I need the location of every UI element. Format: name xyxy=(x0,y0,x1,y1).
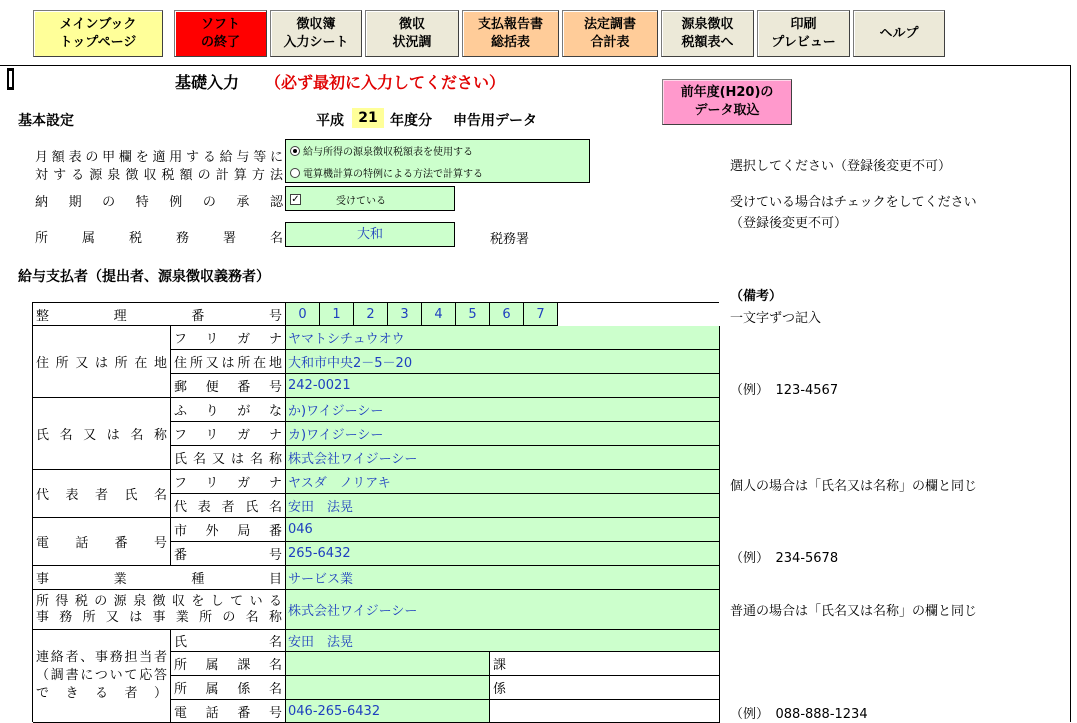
phone-group-label: 電話番号 xyxy=(33,518,171,566)
page-title-note: （必ず最初に入力してください） xyxy=(265,73,506,92)
special-approval-box xyxy=(285,186,455,211)
collection-status-button[interactable]: 徴収 状況調 xyxy=(365,10,459,57)
area-code-field[interactable]: 046 xyxy=(286,518,720,542)
payer-table xyxy=(32,302,719,722)
contact-phone-blank xyxy=(490,700,720,723)
special-approval-checkbox[interactable] xyxy=(290,192,386,207)
ref-number-note: 一文字ずつ記入 xyxy=(730,311,822,326)
special-approval-label: 納期の特例の承認 xyxy=(35,195,283,210)
address-group-label: 住所又は所在地 xyxy=(33,326,171,398)
contact-phone-field[interactable]: 046-265-6432 xyxy=(286,700,490,723)
address-field[interactable]: 大和市中央2－5－20 xyxy=(286,350,720,374)
print-preview-button[interactable]: 印刷 プレビュー xyxy=(757,10,850,57)
name-group-label: 氏名又は名称 xyxy=(33,398,171,470)
rep-note: 個人の場合は「氏名又は名称」の欄と同じ xyxy=(730,479,978,494)
ref-number-label: 整理番号 xyxy=(33,303,286,326)
remarks-title: （備考） xyxy=(730,289,783,304)
ref-digit[interactable]: 7 xyxy=(524,303,558,326)
ref-digit[interactable]: 2 xyxy=(354,303,388,326)
basic-settings-title: 基本設定 xyxy=(18,113,74,129)
cell-cursor-icon xyxy=(7,68,14,90)
phone-number-label: 番号 xyxy=(171,542,286,566)
business-field[interactable]: サービス業 xyxy=(286,566,720,590)
calc-option-computer[interactable] xyxy=(290,165,483,180)
ref-digit[interactable]: 3 xyxy=(388,303,422,326)
special-approval-note-2: （登録後変更不可） xyxy=(730,216,848,231)
name-field[interactable]: 株式会社ワイジーシー xyxy=(286,446,720,470)
ref-digit[interactable]: 4 xyxy=(422,303,456,326)
phone-note: （例） 234-5678 xyxy=(730,551,839,566)
name-hira-label: ふりがな xyxy=(171,398,286,422)
tax-office-label: 所属税務署名 xyxy=(35,231,283,246)
ref-digit[interactable]: 5 xyxy=(456,303,490,326)
import-previous-year-button[interactable]: 前年度(H20)の データ取込 xyxy=(662,79,792,125)
special-approval-note: 受けている場合はチェックをしてください xyxy=(730,195,977,210)
business-label: 事業種目 xyxy=(33,566,286,590)
special-approval-check-label: 受けている xyxy=(336,196,386,207)
radio-unselected-icon[interactable] xyxy=(290,168,300,178)
contact-name-field[interactable]: 安田 法晃 xyxy=(286,630,720,652)
data-label: 申告用データ xyxy=(453,113,537,129)
rep-group-label: 代表者氏名 xyxy=(33,470,171,518)
year-suffix: 年度分 xyxy=(390,113,432,129)
calc-method-options xyxy=(285,139,590,183)
calc-option-table[interactable] xyxy=(290,143,473,158)
checkbox-checked-icon[interactable]: ✓ xyxy=(291,194,300,205)
dept-field[interactable] xyxy=(286,652,490,676)
dept-label: 所属課名 xyxy=(171,652,286,676)
rep-kana-field[interactable]: ヤスダ ノリアキ xyxy=(286,470,720,494)
name-label: 氏名又は名称 xyxy=(171,446,286,470)
postal-label: 郵便番号 xyxy=(171,374,286,398)
calc-method-note: 選択してください（登録後変更不可） xyxy=(730,159,952,174)
ref-digit[interactable]: 0 xyxy=(286,303,320,326)
area-code-label: 市外局番 xyxy=(171,518,286,542)
header-divider xyxy=(0,65,1070,66)
office-note: 普通の場合は「氏名又は名称」の欄と同じ xyxy=(730,604,978,619)
right-border xyxy=(1070,65,1071,722)
section-label: 所属係名 xyxy=(171,676,286,700)
calc-method-label: 月額表の甲欄を適用する給与等に xyxy=(35,150,283,165)
name-kana-label: フリガナ xyxy=(171,422,286,446)
postal-note: （例） 123-4567 xyxy=(730,383,839,398)
address-kana-label: フリガナ xyxy=(171,326,286,350)
help-button[interactable]: ヘルプ xyxy=(853,10,945,57)
year-field[interactable]: 21 xyxy=(352,108,384,128)
section-field[interactable] xyxy=(286,676,490,700)
calc-option-computer-label: 電算機計算の特例による方法で計算する xyxy=(303,169,483,180)
contact-phone-label: 電話番号 xyxy=(171,700,286,723)
postal-field[interactable]: 242-0021 xyxy=(286,374,720,398)
payer-section-title: 給与支払者（提出者、源泉徴収義務者） xyxy=(18,269,270,285)
contact-name-label: 氏名 xyxy=(171,630,286,652)
main-book-top-button[interactable]: メインブック トップページ xyxy=(33,10,163,57)
ref-digit[interactable]: 6 xyxy=(490,303,524,326)
statutory-report-total-button[interactable]: 法定調書 合計表 xyxy=(562,10,658,57)
contact-phone-note: （例） 088-888-1234 xyxy=(730,707,868,722)
withholding-tax-table-button[interactable]: 源泉徴収 税額表へ xyxy=(661,10,754,57)
ref-digit[interactable]: 1 xyxy=(320,303,354,326)
quit-software-button[interactable]: ソフト の終了 xyxy=(174,10,267,57)
era-label: 平成 xyxy=(316,113,344,129)
address-label: 住所又は所在地 xyxy=(171,350,286,374)
section-suffix: 係 xyxy=(490,676,720,700)
tax-office-field[interactable]: 大和 xyxy=(285,222,455,247)
page-title: 基礎入力 xyxy=(175,73,240,92)
office-field[interactable]: 株式会社ワイジーシー xyxy=(286,590,720,630)
rep-kana-label: フリガナ xyxy=(171,470,286,494)
name-hira-field[interactable]: か)ワイジーシー xyxy=(286,398,720,422)
rep-name-field[interactable]: 安田 法晃 xyxy=(286,494,720,518)
contact-group-label: 連絡者、事務担当者 （調書について応答 できる者） xyxy=(33,630,171,723)
dept-suffix: 課 xyxy=(490,652,720,676)
address-kana-field[interactable]: ヤマトシチュウオウ xyxy=(286,326,720,350)
radio-selected-icon[interactable] xyxy=(290,146,300,156)
payment-report-summary-button[interactable]: 支払報告書 総括表 xyxy=(462,10,559,57)
phone-number-field[interactable]: 265-6432 xyxy=(286,542,720,566)
rep-name-label: 代表者氏名 xyxy=(171,494,286,518)
name-kana-field[interactable]: カ)ワイジーシー xyxy=(286,422,720,446)
toolbar xyxy=(0,0,1077,65)
calc-method-label-2: 対する源泉徴収税額の計算方法 xyxy=(35,168,283,183)
collection-book-input-button[interactable]: 徴収簿 入力シート xyxy=(270,10,362,57)
tax-office-suffix: 税務署 xyxy=(490,232,530,247)
office-label: 所得税の源泉徴収をしている 事務所又は事業所の名称 xyxy=(33,590,286,630)
calc-option-table-label: 給与所得の源泉徴収税額表を使用する xyxy=(303,147,473,158)
